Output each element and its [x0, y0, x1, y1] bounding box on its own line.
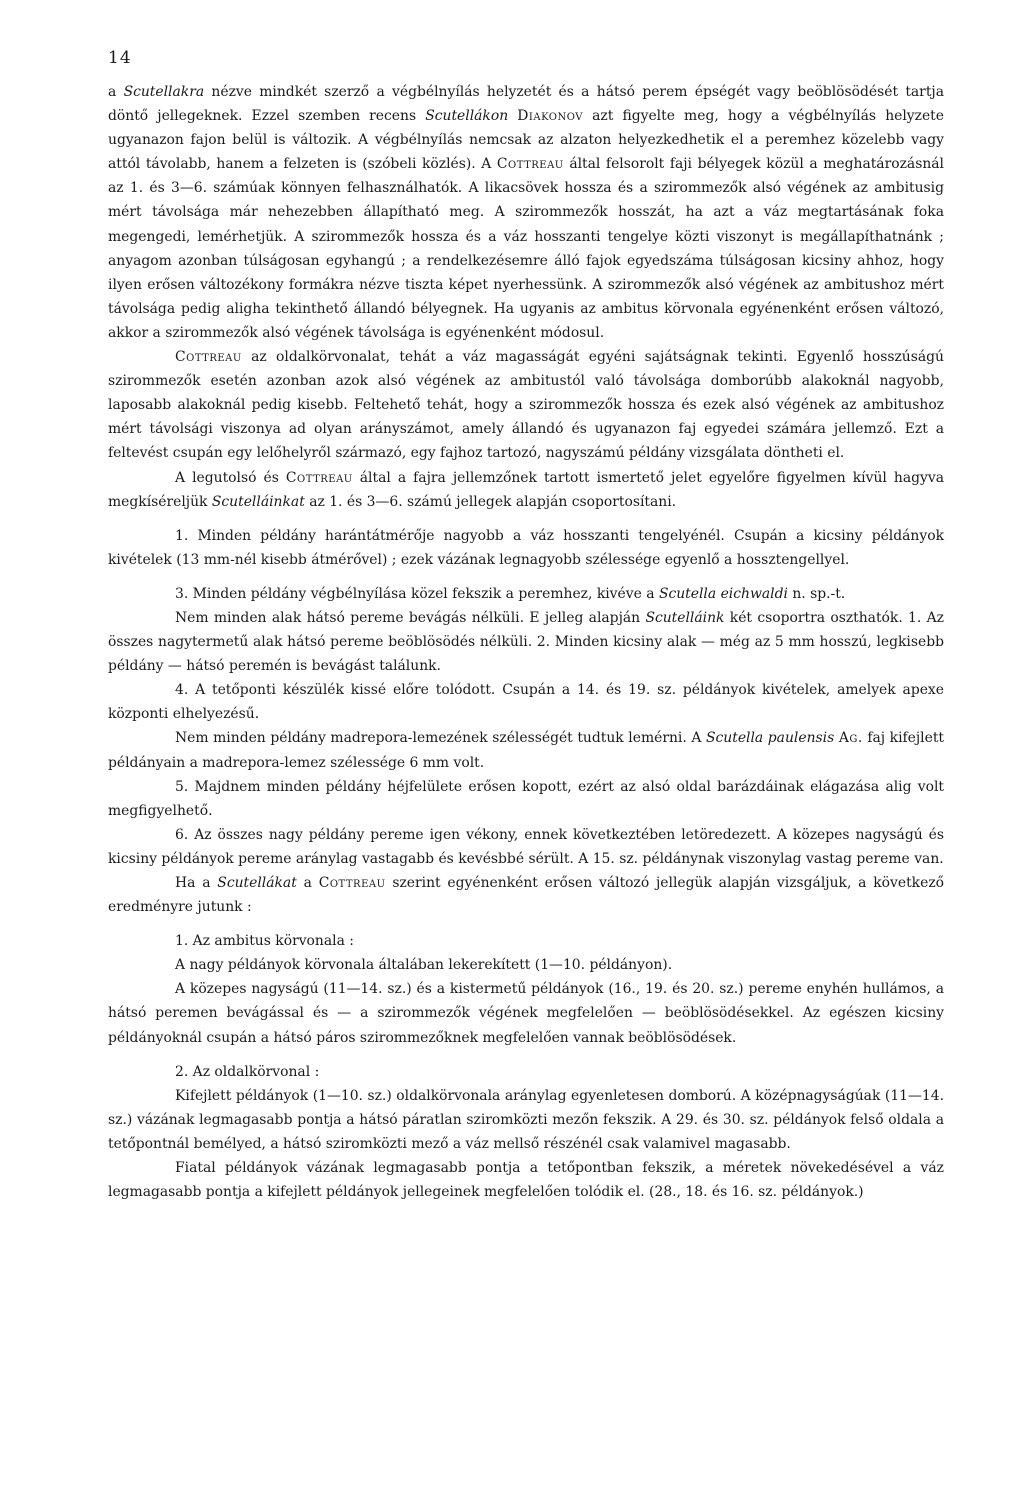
paragraph-p7: 4. A tetőponti készülék kissé előre tolódott. Csupán a 14. és 19. sz. példányok kivételek, amelyek apexe központi elhelyezésű. [108, 682, 944, 723]
paragraph-p12: 1. Az ambitus körvonala : [175, 933, 354, 950]
author-name: Cottreau [496, 156, 564, 173]
paragraph-p4: 1. Minden példány harántátmérője nagyobb a váz hosszanti tengelyénél. Csupán a kicsiny példányok kivételek (13 mm-nél kisebb átmérővel) ; ezek vázának legnagyobb szélessége egyenlő a hossztengellyel. [108, 527, 944, 568]
italic-term: Scutella eichwaldi [658, 585, 788, 602]
paragraph-p16: Kifejlett példányok (1—10. sz.) oldalkörvonala aránylag egyenletesen domború. A középnagyságúak (11—14. sz.) vázának legmagasabb pontja a hátsó páratlan sziromközti mezőn fekszik. A 29. és 30. sz. példányok felső oldala a tetőpontnál bemélyed, a hátsó sziromközti mező a váz mellső részénél csak valamivel magasabb. [108, 1087, 944, 1152]
paragraph-p15: 2. Az oldalkörvonal : [175, 1063, 320, 1080]
paragraph-p13: A nagy példányok körvonala általában lekerekített (1—10. példányon). [175, 957, 673, 974]
author-name: Ag. [838, 730, 863, 747]
italic-term: Scutelláink [645, 609, 725, 626]
paragraph-p5: 3. Minden példány végbélnyílása közel fekszik a peremhez, kivéve a Scutella eichwaldi n. sp.-t. [175, 585, 846, 602]
body-text [108, 80, 944, 1204]
paragraph-p2: Cottreau az oldalkörvonalat, tehát a váz magasságát egyéni sajátságnak tekinti. Egyenlő hosszúságú szirommezők esetén azonban azok alsó végének az ambitustól való távolsága domborúbb alakoknál nagyobb, laposabb alakoknál pedig kisebb. Feltehető tehát, hogy a szirommezők hossza és ezek alsó végének az ambitushoz mért távolsági viszonya ad olyan arányszámot, amely állandó és ugyanazon faj egyedei számára jellemző. Ezt a feltevést csupán egy lelőhelyről származó, egy fajhoz tartozó, nagyszámú példány vizsgálata döntheti el. [108, 349, 944, 462]
paragraph-p8: Nem minden példány madrepora-lemezének szélességét tudtuk lemérni. A Scutella paulensis Ag. faj kifejlett példányain a madrepora-lemez szélessége 6 mm volt. [108, 730, 945, 771]
paragraph-p3: A legutolsó és Cottreau által a fajra jellemzőnek tartott ismertető jelet egyelőre figyelmen kívül hagyva megkíséreljük Scutelláinkat az 1. és 3—6. számú jellegek alapján csoportosítani. [108, 469, 944, 510]
paragraph-p10: 6. Az összes nagy példány pereme igen vékony, ennek következtében letöredezett. A közepes nagyságú és kicsiny példányok pereme aránylag vastagabb és kevésbbé sérült. A 15. sz. példánynak viszonylag vastag pereme van. [108, 826, 944, 867]
author-name: Cottreau [285, 469, 353, 486]
paragraph-p17: Fiatal példányok vázának legmagasabb pontja a tetőpontban fekszik, a méretek növekedésével a váz legmagasabb pontja a kifejlett példányok jellegeinek megfelelően tolódik el. (28., 18. és 16. sz. példányok.) [108, 1160, 944, 1201]
author-name: Cottreau [175, 349, 242, 366]
italic-term: Scutelláinkat [211, 493, 305, 510]
paragraph-p1: a Scutellakra nézve mindkét szerző a végbélnyílás helyzetét és a hátsó perem épségét vagy beöblösödését tartja döntő jellegeknek. Ezzel szemben recens Scutellákon Diakonov azt figyelte meg, hogy a végbélnyílás helyzete ugyanazon fajon belül is változik. A végbélnyílás nemcsak az alzaton helyezkedhetik el a peremhez közelebb vagy attól távolabb, hanem a felzeten is (szóbeli közlés). A Cottreau által felsorolt faji bélyegek közül a meghatározásnál az 1. és 3—6. számúak könnyen felhasználhatók. A likacsövek hossza és a szirommezők alsó végének az ambitusig mért távolsága már nehezebben állapítható meg. A szirommezők hosszát, ha azt a váz megtartásának foka megengedi, lemérhetjük. A szirommezők hossza és a váz hosszanti tengelye közti viszonyt is megállapíthatnánk ; anyagom azonban túlságosan egyhangú ; a rendelkezésemre álló fajok egyedszáma túlságosan kicsiny ahhoz, hogy ilyen erősen változékony formákra nézve tiszta képet nyerhessünk. A szirommezők alsó végének az ambitushoz mért távolsága pedig aligha tekinthető állandó bélyegnek. Ha ugyanis az ambitus körvonala egyénenként erősen változó, akkor a szirommezők alsó végének távolsága is egyénenként módosul. [108, 84, 944, 341]
paragraph-p11: Ha a Scutellákat a Cottreau szerint egyénenként erősen változó jellegük alapján vizsgáljuk, a következő eredményre jutunk : [108, 875, 944, 916]
paragraph-p9: 5. Majdnem minden példány héjfelülete erősen kopott, ezért az alsó oldal barázdáinak elágazása alig volt megfigyelhető. [108, 778, 944, 819]
italic-term: Scutellákon [425, 108, 509, 125]
italic-term: Scutella paulensis [706, 730, 835, 747]
italic-term: Scutellakra [123, 84, 205, 100]
italic-term: Scutellákat [217, 875, 297, 891]
paragraph-p6: Nem minden alak hátsó pereme bevágás nélküli. E jelleg alapján Scutelláink két csoportra oszthatók. 1. Az összes nagytermetű alak hátsó pereme beöblösödés nélküli. 2. Minden kicsiny alak — még az 5 mm hosszú, legkisebb példány — hátsó peremén is bevágást találunk. [108, 609, 944, 675]
author-name: Cottreau [318, 875, 386, 891]
paragraph-p14: A közepes nagyságú (11—14. sz.) és a kistermetű példányok (16., 19. és 20. sz.) pereme enyhén hullámos, a hátsó peremen bevágással és — a szirommezők végének megfelelően — beöblösödésekkel. Az egészen kicsiny példányoknál csupán a hátsó páros szirommezőknek megfelelően vannak beöblösödések. [108, 981, 944, 1046]
page-number: 14 [108, 48, 132, 68]
author-name: Diakonov [517, 108, 584, 125]
